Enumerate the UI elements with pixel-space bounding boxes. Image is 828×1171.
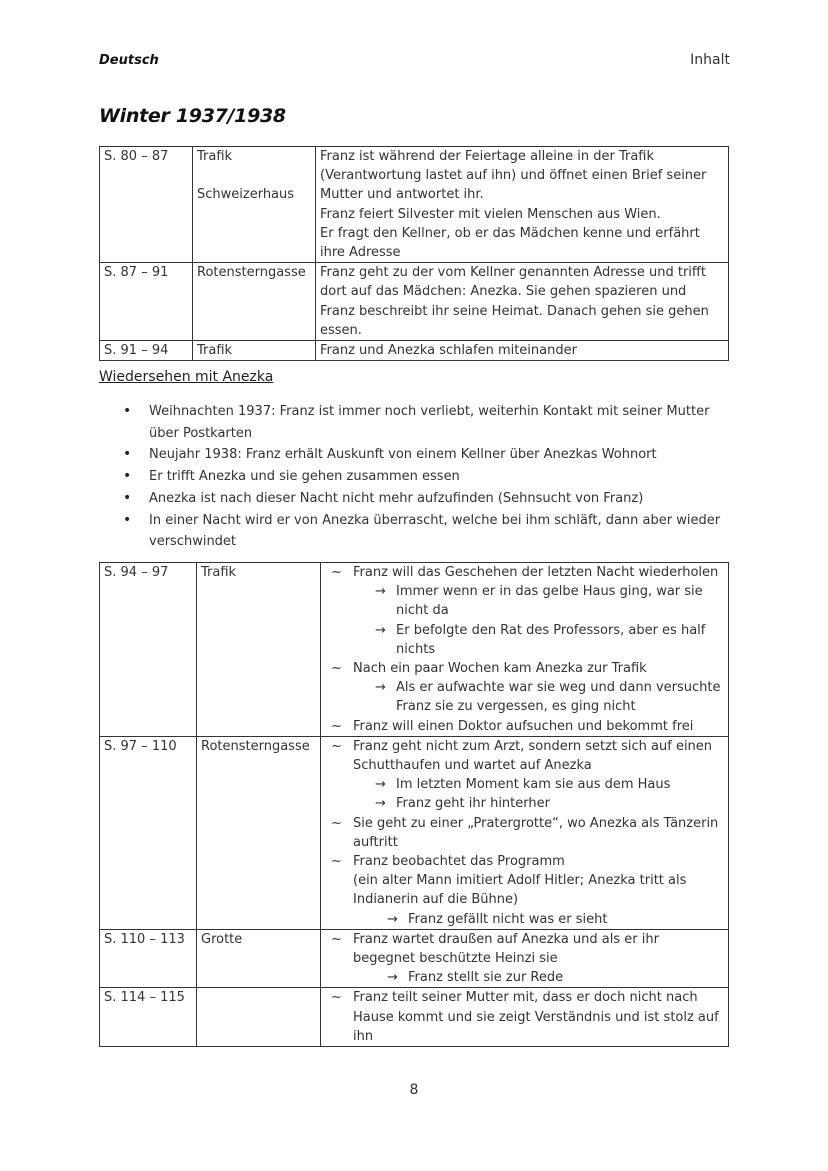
- summary-item: [325, 930, 724, 968]
- summary-item: [325, 814, 724, 852]
- summary-text: Als er aufwachte war sie weg und dann versuchte Franz sie zu vergessen, es ging nicht: [396, 680, 721, 715]
- tilde-marker: ~: [331, 931, 342, 947]
- list-item: • Weihnachten 1937: Franz ist immer noch verliebt, weiterhin Kontakt mit seiner Mutter über Postkarten: [99, 401, 729, 444]
- summary-cell: [321, 736, 729, 929]
- location-cell: [193, 147, 316, 263]
- location-cell: Grotte: [197, 929, 321, 988]
- summary-text: Franz teilt seiner Mutter mit, dass er doch nicht nach Hause kommt und sie zeigt Verständnis und ist stolz auf ihn: [353, 990, 719, 1044]
- location-cell: [197, 988, 321, 1047]
- arrow-icon: →: [375, 796, 386, 812]
- summary-cell: [316, 263, 729, 341]
- summary-text: Er befolgte den Rat des Professors, aber es half nichts: [396, 622, 706, 657]
- page-range-cell: S. 91 – 94: [100, 341, 193, 361]
- page-range-cell: S. 87 – 91: [100, 263, 193, 341]
- summary-cell: [316, 147, 729, 263]
- page-range-cell: S. 110 – 113: [100, 929, 197, 988]
- summary-item: [325, 794, 724, 813]
- summary-text: Nach ein paar Wochen kam Anezka zur Trafik: [353, 661, 647, 677]
- summary-text: Franz stellt sie zur Rede: [408, 970, 564, 986]
- arrow-icon: →: [375, 584, 386, 600]
- summary-table-2: [99, 562, 729, 1047]
- summary-cell: [321, 563, 729, 737]
- header-section: Inhalt: [690, 52, 730, 68]
- arrow-icon: →: [387, 970, 398, 986]
- summary-item: [325, 582, 724, 620]
- table-row: [100, 929, 729, 988]
- summary-item: [325, 968, 724, 987]
- spacer: [197, 166, 311, 185]
- table-row: [100, 341, 729, 361]
- summary-item: [325, 621, 724, 659]
- location-label: Trafik: [197, 343, 233, 359]
- summary-item: [325, 910, 724, 929]
- table-row: [100, 563, 729, 737]
- summary-text: Franz geht nicht zum Arzt, sondern setzt sich auf einen Schutthaufen und wartet auf Anezka: [353, 738, 713, 774]
- summary-item: [325, 988, 724, 1046]
- summary-table-1: [99, 146, 729, 361]
- list-item: • Er trifft Anezka und sie gehen zusammen essen: [99, 466, 729, 488]
- location-cell: [193, 263, 316, 341]
- summary-text: Franz geht ihr hinterher: [396, 796, 550, 812]
- arrow-icon: →: [375, 622, 386, 638]
- arrow-icon: →: [375, 777, 386, 793]
- summary-text: Franz will das Geschehen der letzten Nacht wiederholen: [353, 565, 719, 580]
- summary-text: Franz wartet draußen auf Anezka und als er ihr begegnet beschützte Heinzi sie: [353, 931, 659, 967]
- page-number: 8: [409, 1082, 419, 1098]
- summary-item: [325, 678, 724, 716]
- page-title: Winter 1937/1938: [99, 105, 286, 127]
- summary-item: [325, 717, 724, 736]
- location-label: Schweizerhaus: [197, 187, 295, 203]
- table-row: [100, 263, 729, 341]
- list-item: • Neujahr 1938: Franz erhält Auskunft von einem Kellner über Anezkas Wohnort: [99, 444, 729, 466]
- table-row: [100, 988, 729, 1047]
- section-heading: Wiedersehen mit Anezka: [99, 369, 274, 385]
- summary-text: Immer wenn er in das gelbe Haus ging, war sie nicht da: [396, 584, 703, 619]
- page-range-cell: S. 94 – 97: [100, 563, 197, 737]
- header-subject: Deutsch: [99, 53, 159, 68]
- tilde-marker: ~: [331, 718, 342, 734]
- summary-line: Franz feiert Silvester mit vielen Menschen aus Wien.: [320, 206, 661, 222]
- page-range-cell: S. 80 – 87: [100, 147, 193, 263]
- tilde-marker: ~: [331, 990, 342, 1006]
- location-label: Rotensterngasse: [197, 265, 306, 281]
- summary-text: Im letzten Moment kam sie aus dem Haus: [396, 777, 671, 793]
- summary-line: Er fragt den Kellner, ob er das Mädchen kenne und erfährt ihre Adresse: [320, 225, 700, 261]
- location-cell: Rotensterngasse: [197, 736, 321, 929]
- location-label: Trafik: [197, 149, 233, 164]
- summary-line: Franz ist während der Feiertage alleine in der Trafik (Verantwortung lastet auf ihn) und öffnet einen Brief seiner Mutter und antwortet ihr.: [320, 149, 707, 203]
- tilde-marker: ~: [331, 738, 342, 754]
- list-item: • In einer Nacht wird er von Anezka überrascht, welche bei ihm schläft, dann aber wieder verschwindet: [99, 510, 729, 553]
- summary-item: [325, 775, 724, 794]
- arrow-icon: →: [387, 911, 398, 927]
- summary-item: [325, 659, 724, 678]
- summary-item: [325, 737, 724, 775]
- summary-text: Franz beobachtet das Programm: [353, 854, 565, 870]
- summary-cell: [321, 929, 729, 988]
- list-item: • Anezka ist nach dieser Nacht nicht mehr aufzufinden (Sehnsucht von Franz): [99, 488, 729, 510]
- tilde-marker: ~: [331, 565, 342, 580]
- summary-line: Franz und Anezka schlafen miteinander: [320, 343, 577, 359]
- summary-cell: [316, 341, 729, 361]
- summary-text: Franz gefällt nicht was er sieht: [408, 911, 608, 927]
- location-cell: Trafik: [197, 563, 321, 737]
- summary-cell: [321, 988, 729, 1047]
- page-range-cell: S. 114 – 115: [100, 988, 197, 1047]
- bullet-list: [99, 401, 729, 553]
- tilde-marker: ~: [331, 815, 342, 831]
- arrow-icon: →: [375, 680, 386, 696]
- location-cell: [193, 341, 316, 361]
- summary-text: (ein alter Mann imitiert Adolf Hitler; Anezka tritt als Indianerin auf die Bühne): [353, 873, 687, 908]
- table-row: [100, 147, 729, 263]
- page-range-cell: S. 97 – 110: [100, 736, 197, 929]
- tilde-marker: ~: [331, 854, 342, 870]
- table-row: [100, 736, 729, 929]
- summary-item: [325, 871, 724, 909]
- tilde-marker: ~: [331, 661, 342, 677]
- summary-item: [325, 852, 724, 871]
- summary-text: Franz will einen Doktor aufsuchen und bekommt frei: [353, 718, 694, 734]
- summary-line: Franz geht zu der vom Kellner genannten Adresse und trifft dort auf das Mädchen: Anezka. Sie gehen spazieren und Franz beschreibt ihr seine Heimat. Danach gehen sie gehen essen.: [320, 265, 709, 338]
- summary-item: [325, 563, 724, 582]
- summary-text: Sie geht zu einer „Pratergrotte“, wo Anezka als Tänzerin auftritt: [353, 815, 719, 850]
